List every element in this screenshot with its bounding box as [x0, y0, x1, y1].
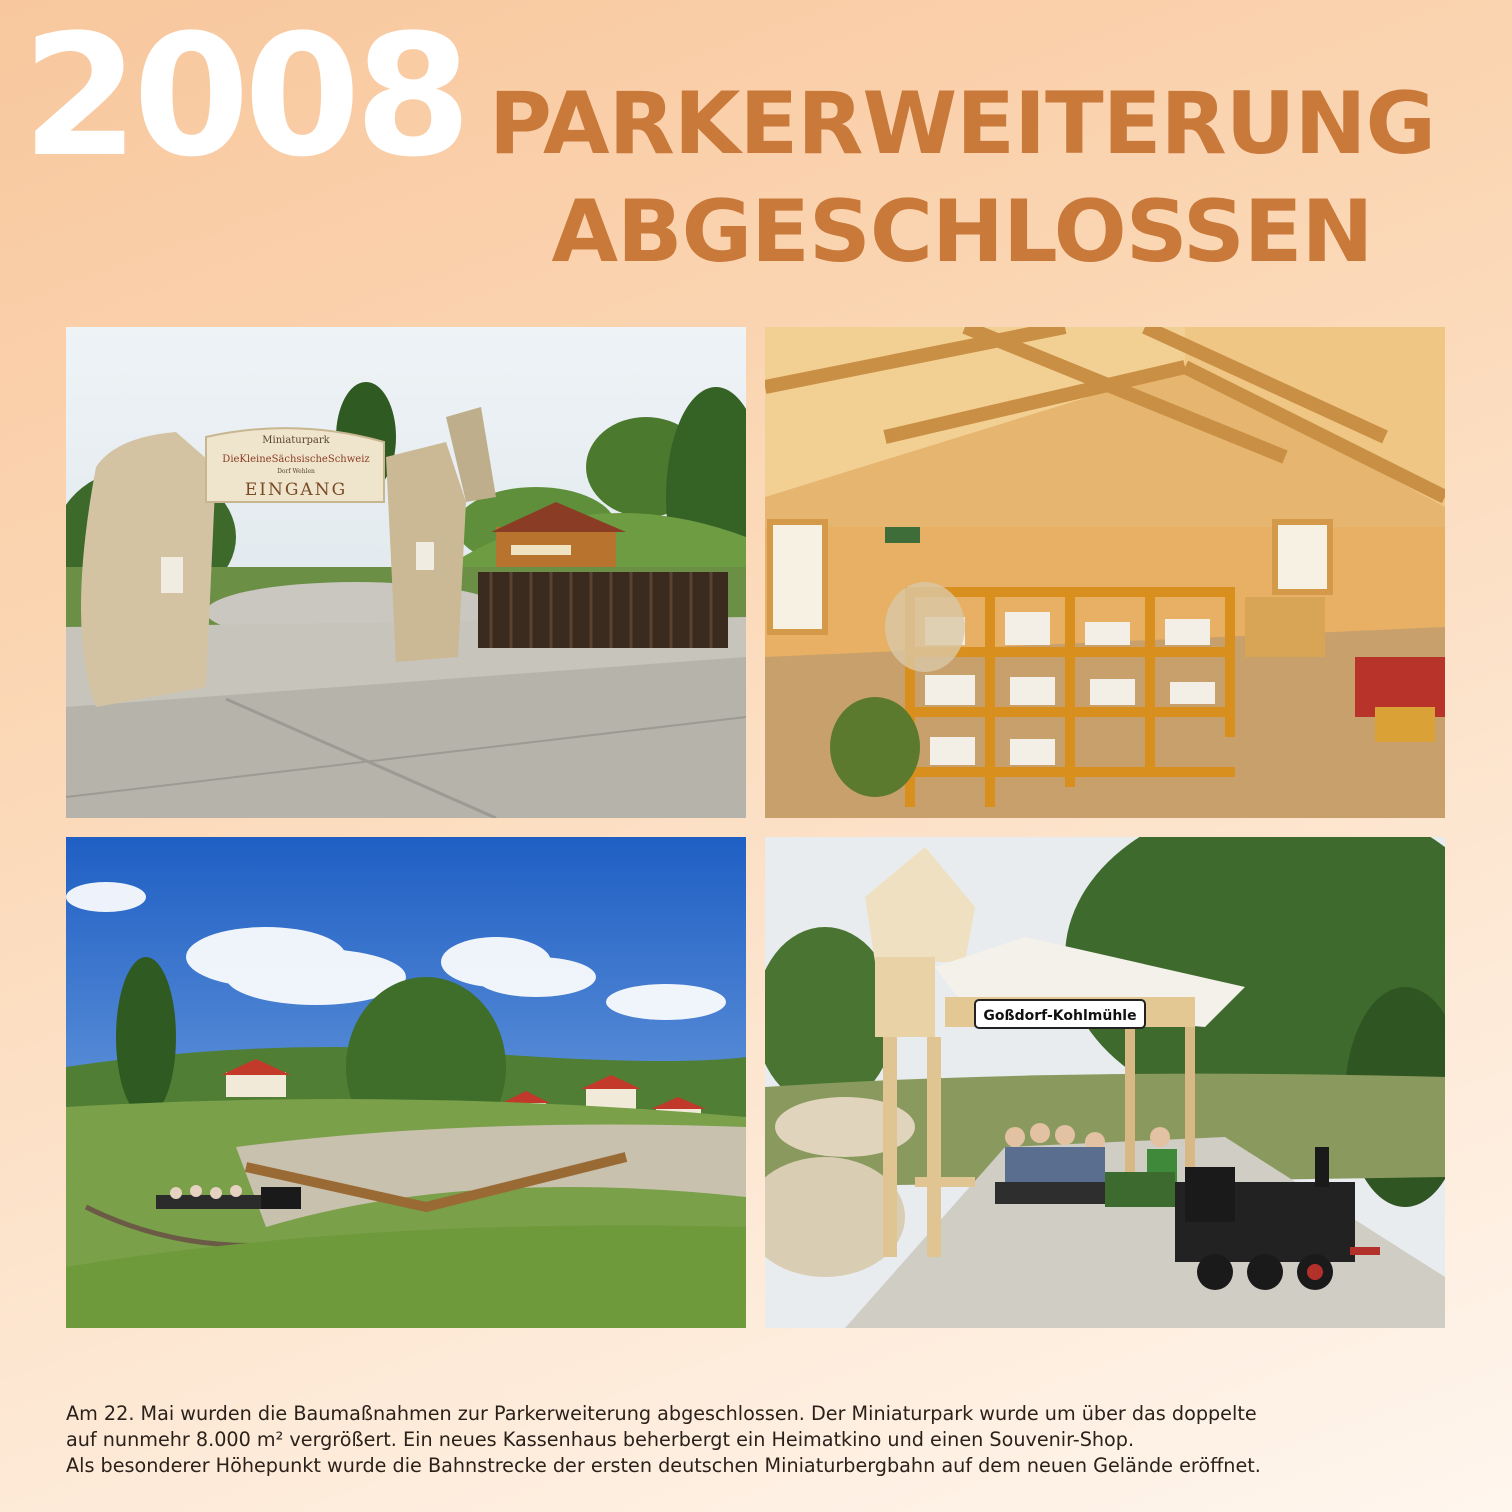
- arch-park-name: DieKleineSächsischeSchweiz: [222, 454, 370, 465]
- title-line-1: PARKERWEITERUNG: [488, 74, 1436, 174]
- photo-miniature-railway-station: [765, 837, 1445, 1328]
- park-entrance-illustration: [66, 327, 746, 818]
- year-heading: 2008: [22, 0, 466, 194]
- title-line-2: ABGESCHLOSSEN: [551, 182, 1373, 282]
- souvenir-shop-illustration: [765, 327, 1445, 818]
- caption-line-1: Am 22. Mai wurden die Baumaßnahmen zur Parkerweiterung abgeschlossen. Der Miniaturpark wurde um über das doppelte: [66, 1402, 1257, 1425]
- station-name-sign: Goßdorf-Kohlmühle: [983, 1008, 1137, 1024]
- shop-sign: [511, 545, 571, 555]
- caption-line-3: Als besonderer Höhepunkt wurde die Bahnstrecke der ersten deutschen Miniaturbergbahn auf dem neuen Gelände eröffnet.: [66, 1454, 1261, 1477]
- photo-souvenir-shop: [765, 327, 1445, 818]
- arch-sub-text: Dorf Wehlen: [277, 468, 315, 475]
- caption-text: [66, 1401, 1456, 1479]
- banner-sign: [885, 527, 920, 543]
- arch-top-text: Miniaturpark: [262, 435, 330, 446]
- photo-park-overview: [66, 837, 746, 1328]
- photo-park-entrance: [66, 327, 746, 818]
- caption-line-2: auf nunmehr 8.000 m² vergrößert. Ein neues Kassenhaus beherbergt ein Heimatkino und einen Souvenir-Shop.: [66, 1428, 1135, 1451]
- park-overview-illustration: [66, 837, 746, 1328]
- railway-station-illustration: [765, 837, 1445, 1328]
- page-title: [482, 70, 1442, 286]
- arch-entrance-label: EINGANG: [244, 480, 348, 500]
